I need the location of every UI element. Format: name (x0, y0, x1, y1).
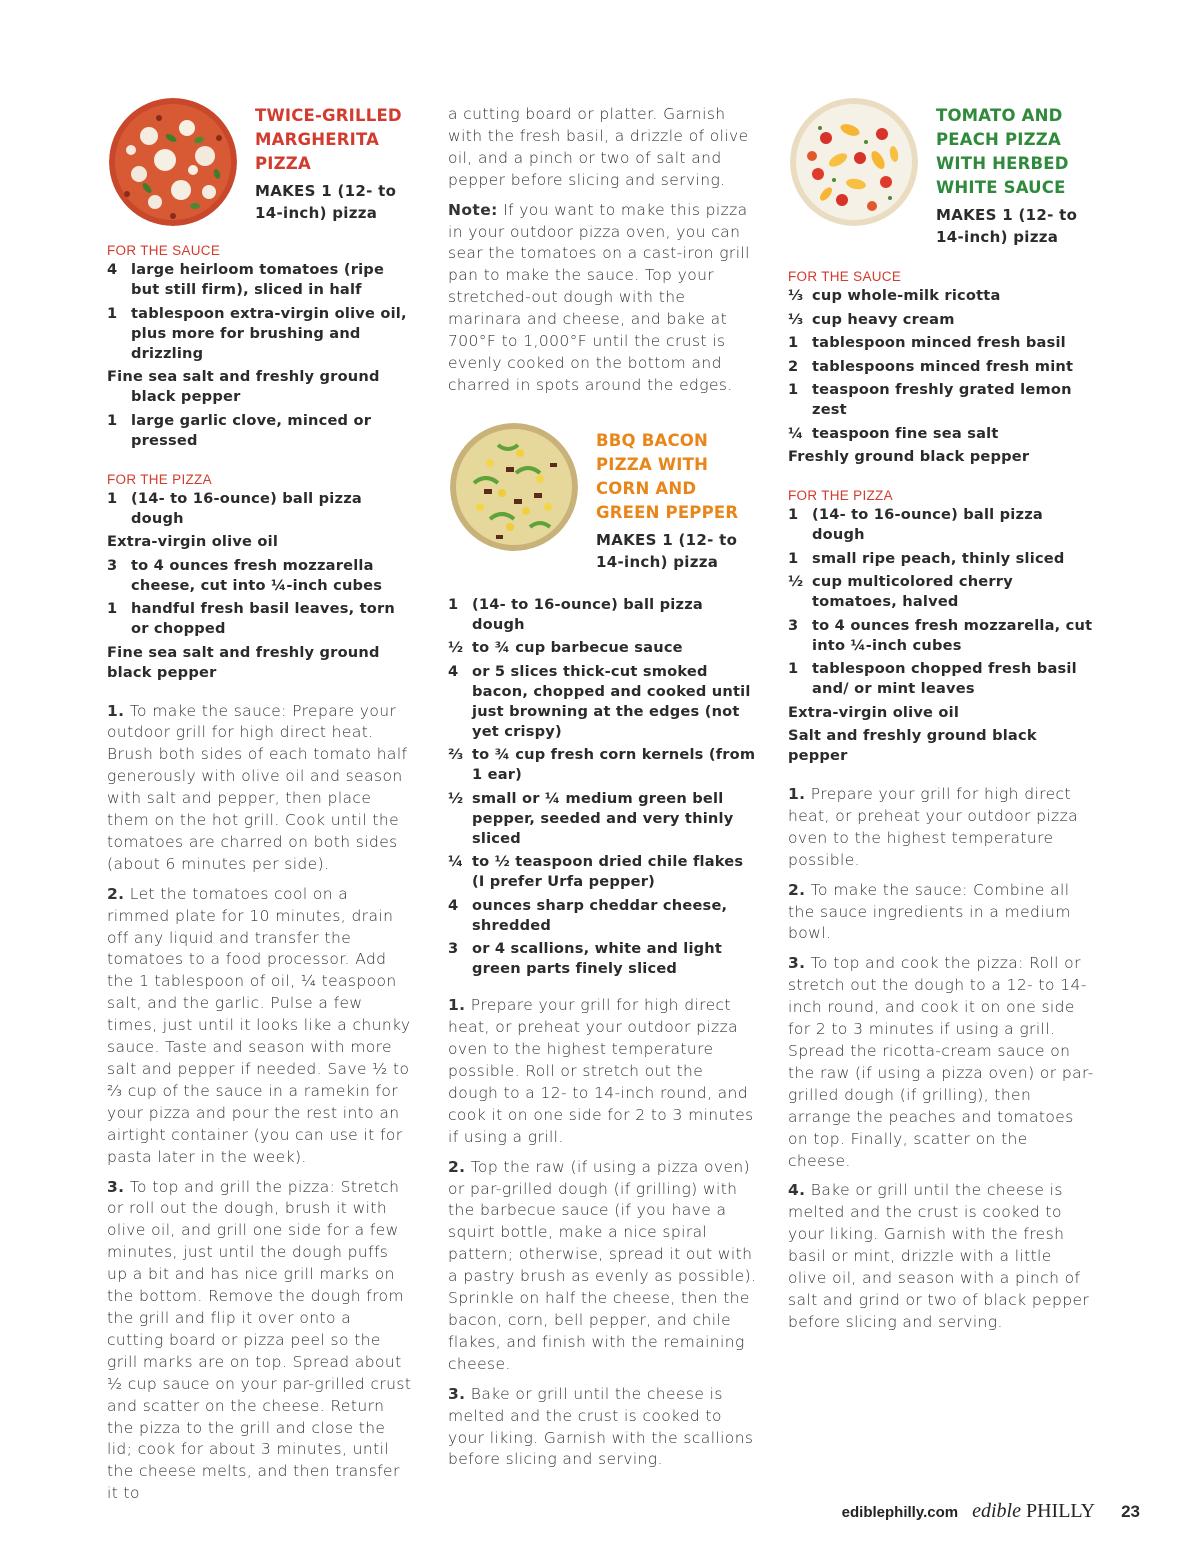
step (788, 784, 1094, 872)
bbq-title (596, 429, 766, 525)
website-link[interactable]: ediblephilly.com (841, 1504, 959, 1521)
margherita-steps (107, 701, 413, 1506)
yield-line: 14-inch) pizza (936, 228, 1059, 246)
title-line: WITH HERBED (936, 154, 1069, 173)
ingredient-text: large heirloom tomatoes (ripe but still firm), sliced in half (131, 261, 385, 298)
step (448, 995, 758, 1148)
ingredient-qty: 3 (107, 556, 118, 574)
step (788, 880, 1094, 946)
ingredient-text: or 5 slices thick-cut smoked bacon, chopped and cooked until just browning at the edges (not yet crispy) (472, 662, 751, 740)
title-line: GREEN PEPPER (596, 502, 739, 522)
ingredient-item: Fine sea salt and freshly ground black pepper (107, 643, 380, 681)
ingredient-item (788, 505, 1094, 545)
peach-title (936, 104, 1106, 200)
step-text: Prepare your grill for high direct heat, or preheat your outdoor pizza oven to the highest temperature possible. (788, 785, 1079, 869)
ingredient-text: or 4 scallions, white and light green parts finely sliced (472, 940, 723, 978)
ingredient-qty: ½ (448, 639, 464, 657)
ingredient-item (448, 896, 758, 936)
peach-pizza-photo (790, 98, 918, 226)
ingredient-item (107, 260, 413, 300)
ingredient-text: ounces sharp cheddar cheese, shredded (472, 896, 728, 934)
ingredient-qty: 1 (107, 304, 118, 322)
step (107, 1177, 413, 1506)
title-line: PIZZA WITH (596, 454, 709, 474)
step-number: 2. (107, 884, 125, 903)
ingredient-item (107, 599, 413, 639)
ingredient-text: small ripe peach, thinly sliced (812, 549, 1065, 567)
ingredient-qty: 1 (107, 600, 118, 617)
bbq-ingredient-list (448, 595, 758, 980)
bbq-title-block (596, 429, 766, 573)
ingredient-text: to ½ teaspoon dried chile flakes (I prefer Urfa pepper) (472, 853, 744, 891)
bbq-header (448, 421, 758, 571)
yield-line: MAKES 1 (12- to (596, 530, 738, 549)
bbq-yield (596, 529, 766, 573)
ingredient-qty: 1 (788, 660, 799, 677)
section-label: FOR THE SAUCE (107, 243, 221, 258)
ingredient-item (788, 286, 1094, 306)
ingredient-item (448, 638, 758, 658)
ingredient-item (788, 424, 1094, 444)
ingredient-item: Extra-virgin olive oil (788, 703, 960, 721)
title-line: CORN AND (596, 478, 697, 498)
ingredient-qty: 1 (448, 595, 459, 613)
ingredient-item (448, 852, 758, 892)
ingredient-qty: 1 (107, 489, 118, 507)
ingredient-qty: 1 (788, 381, 799, 398)
ingredient-text: tablespoon chopped fresh basil and/ or mint leaves (812, 660, 1077, 697)
ingredient-item (788, 572, 1094, 612)
brand-caps: PHILLY (1025, 1500, 1096, 1522)
column-2 (448, 104, 758, 1479)
bbq-pizza-photo (450, 423, 578, 551)
ingredient-item (448, 595, 758, 635)
ingredient-item (107, 304, 413, 364)
yield-line: MAKES 1 (12- to (255, 182, 397, 200)
title-line: WHITE SAUCE (936, 178, 1066, 197)
step (448, 1157, 758, 1376)
page-footer (842, 1500, 1140, 1528)
ingredient-qty: 4 (448, 896, 459, 914)
step-text: Bake or grill until the cheese is melted and the crust is cooked to your liking. Garnish with the fresh basil or mint, drizzle with a little olive oil, and season with a pinch of salt and grind or two of black pepper before slicing and serving. (788, 1181, 1090, 1331)
ingredient-item: Salt and freshly ground black pepper (788, 727, 1037, 764)
ingredient-text: cup multicolored cherry tomatoes, halved (812, 573, 1013, 610)
ingredient-qty: 1 (107, 411, 118, 429)
ingredient-list (107, 489, 413, 683)
ingredient-qty: 4 (448, 662, 459, 680)
ingredient-text: to ¾ cup fresh corn kernels (from 1 ear) (472, 746, 756, 784)
ingredient-qty: 4 (107, 261, 118, 278)
step (107, 701, 413, 876)
ingredient-item (788, 380, 1094, 420)
ingredient-text: tablespoon extra-virgin olive oil, plus more for brushing and drizzling (131, 304, 407, 362)
step-number: 1. (788, 785, 806, 803)
margherita-pizza-photo (109, 98, 237, 226)
bbq-steps (448, 995, 758, 1471)
step (107, 884, 413, 1169)
step-text: To make the sauce: Combine all the sauce ingredients in a medium bowl. (788, 880, 1071, 943)
ingredient-qty: ½ (788, 573, 804, 590)
margherita-step-continued: a cutting board or platter. Garnish with the fresh basil, a drizzle of olive oil, and a pinch or two of salt and pepper before slicing and serving. (448, 105, 749, 189)
section-label: FOR THE SAUCE (788, 269, 902, 284)
ingredient-qty: 3 (448, 940, 459, 958)
ingredient-text: to 4 ounces fresh mozzarella, cut into ¼-inch cubes (812, 616, 1093, 654)
note-text: If you want to make this pizza in your outdoor pizza oven, you can sear the tomatoes on a cast-iron grill pan to make the sauce. Top your stretched-out dough with the marinara and cheese, and bake at 700°F to 1,000°F until the crust is evenly cooked on the bottom and charred in spots around the edges. (448, 200, 750, 394)
ingredient-text: tablespoon minced fresh basil (812, 334, 1066, 351)
ingredient-text: small or ¼ medium green bell pepper, seeded and very thinly sliced (472, 789, 734, 847)
ingredient-item (107, 489, 413, 529)
step-number: 1. (107, 701, 125, 720)
step-text: Top the raw (if using a pizza oven) or par-grilled dough (if grilling) with the barbecue sauce (if you have a squirt bottle, make a nice spiral pattern; otherwise, spread it out with a pastry brush as evenly as possible). Sprinkle on half the cheese, then the bacon, corn, bell pepper, and chile flakes, and finish with the remaining cheese. (448, 1157, 757, 1373)
title-line: PIZZA (255, 154, 311, 173)
ingredient-list (107, 260, 413, 451)
ingredient-qty: 2 (788, 357, 799, 375)
ingredient-qty: 1 (788, 334, 799, 351)
ingredient-item (788, 659, 1094, 699)
column-3 (788, 96, 1094, 1342)
step (448, 1384, 758, 1472)
ingredient-text: cup whole-milk ricotta (812, 287, 1001, 304)
ingredient-text: to 4 ounces fresh mozzarella cheese, cut into ¼-inch cubes (131, 556, 383, 594)
margherita-note (448, 200, 758, 397)
page-number: 23 (1121, 1502, 1140, 1521)
ingredient-text: cup heavy cream (812, 310, 955, 328)
ingredient-text: to ¾ cup barbecue sauce (472, 639, 683, 657)
step-text: To top and cook the pizza: Roll or stretch out the dough to a 12- to 14-inch round, and cook it on one side for 2 to 3 minutes if using a grill. Spread the ricotta-cream sauce on the raw (if using a pizza oven) or par-grilled dough (if grilling), then arrange the peaches and tomatoes on top. Finally, scatter on the cheese. (788, 954, 1094, 1170)
ingredient-text: (14- to 16-ounce) ball pizza dough (812, 506, 1043, 543)
yield-line: 14-inch) pizza (596, 552, 719, 571)
ingredient-item (448, 789, 758, 849)
ingredient-qty: ¼ (448, 853, 464, 871)
step-number: 2. (448, 1157, 466, 1176)
margherita-header (107, 96, 413, 236)
title-line: BBQ BACON (596, 430, 709, 450)
ingredient-item (448, 745, 758, 785)
step (788, 1180, 1094, 1333)
ingredient-item (788, 310, 1094, 330)
step-number: 3. (448, 1384, 466, 1403)
title-line: TWICE-GRILLED (255, 106, 402, 125)
ingredient-item: Extra-virgin olive oil (107, 533, 279, 550)
ingredient-text: tablespoons minced fresh mint (812, 357, 1074, 375)
step-text: Let the tomatoes cool on a rimmed plate for 10 minutes, drain off any liquid and transfer the tomatoes to a food processor. Add the 1 tablespoon of oil, ¼ teaspoon salt, and the garlic. Pulse a few times, just until it looks like a chunky sauce. Taste and season with more salt and pepper if needed. Save ½ to ⅔ cup of the sauce in a ramekin for your pizza and pour the rest into an airtight container (you can use it for pasta later in the week). (107, 884, 411, 1166)
ingredient-item (107, 411, 413, 451)
ingredient-text: teaspoon fine sea salt (812, 424, 999, 442)
ingredient-qty: 1 (788, 549, 799, 567)
ingredient-text: handful fresh basil leaves, torn or chopped (131, 600, 396, 637)
step-number: 3. (107, 1177, 125, 1196)
ingredient-qty: 3 (788, 616, 799, 634)
yield-line: 14-inch) pizza (255, 204, 378, 222)
step-number: 4. (788, 1181, 806, 1200)
ingredient-item: Freshly ground black pepper (788, 448, 1030, 465)
peach-yield (936, 204, 1106, 248)
ingredient-text: large garlic clove, minced or pressed (131, 411, 372, 449)
peach-header (788, 96, 1094, 262)
title-line: PEACH PIZZA (936, 130, 1061, 149)
title-line: TOMATO AND (936, 106, 1063, 125)
ingredient-qty: ⅓ (788, 310, 804, 328)
ingredient-item (788, 357, 1094, 377)
brand-italic: edible (972, 1500, 1021, 1522)
ingredient-item (448, 662, 758, 742)
step-number: 3. (788, 954, 806, 973)
peach-steps (788, 784, 1094, 1334)
brand-logo (972, 1500, 1095, 1523)
section-label: FOR THE PIZZA (107, 471, 212, 487)
step (788, 953, 1094, 1172)
peach-title-block (936, 104, 1106, 248)
yield-line: MAKES 1 (12- to (936, 206, 1078, 224)
step-text: Bake or grill until the cheese is melted and the crust is cooked to your liking. Garnish with the scallions before slicing and serving. (448, 1384, 754, 1469)
ingredient-text: (14- to 16-ounce) ball pizza dough (131, 489, 362, 527)
ingredient-text: teaspoon freshly grated lemon zest (812, 381, 1072, 418)
step-text: To top and grill the pizza: Stretch or roll out the dough, brush it with olive oil, and grill one side for a few minutes, just until the dough puffs up a bit and has nice grill marks on the bottom. Remove the dough from the grill and flip it over onto a cutting board or pizza peel so the grill marks are on top. Spread about ½ cup sauce on your par-grilled crust and scatter on the cheese. Return the pizza to the grill and close the lid; cook for about 3 minutes, until the cheese melts, and then transfer it to (107, 1177, 412, 1503)
ingredient-qty: ½ (448, 789, 464, 807)
margherita-title-block (255, 104, 425, 224)
ingredient-list (788, 505, 1094, 766)
ingredient-item: Fine sea salt and freshly ground black pepper (107, 368, 380, 405)
ingredient-list (788, 286, 1094, 467)
margherita-title (255, 104, 425, 176)
ingredient-text: (14- to 16-ounce) ball pizza dough (472, 595, 703, 633)
ingredient-item (788, 333, 1094, 353)
title-line: MARGHERITA (255, 130, 380, 149)
ingredient-item (788, 616, 1094, 656)
ingredient-qty: ⅔ (448, 746, 464, 764)
ingredient-item (107, 556, 413, 596)
step-text: To make the sauce: Prepare your outdoor grill for high direct heat. Brush both sides of each tomato half generously with olive oil and season with salt and pepper, then place them on the hot grill. Cook until the tomatoes are charred on both sides (about 6 minutes per side). (107, 701, 408, 873)
ingredient-item (448, 939, 758, 979)
ingredient-qty: 1 (788, 506, 799, 523)
ingredient-item (788, 549, 1094, 569)
step-number: 2. (788, 880, 806, 899)
step-text: Prepare your grill for high direct heat, or preheat your outdoor pizza oven to the highest temperature possible. Roll or stretch out the dough to a 12- to 14-inch round, and cook it on one side for 2 to 3 minutes if using a grill. (448, 996, 754, 1146)
margherita-yield (255, 180, 425, 224)
note-label: Note: (448, 200, 498, 219)
section-label: FOR THE PIZZA (788, 488, 893, 503)
step-number: 1. (448, 996, 466, 1015)
column-1 (107, 96, 413, 1513)
ingredient-qty: ⅓ (788, 287, 804, 304)
ingredient-qty: ¼ (788, 424, 804, 442)
